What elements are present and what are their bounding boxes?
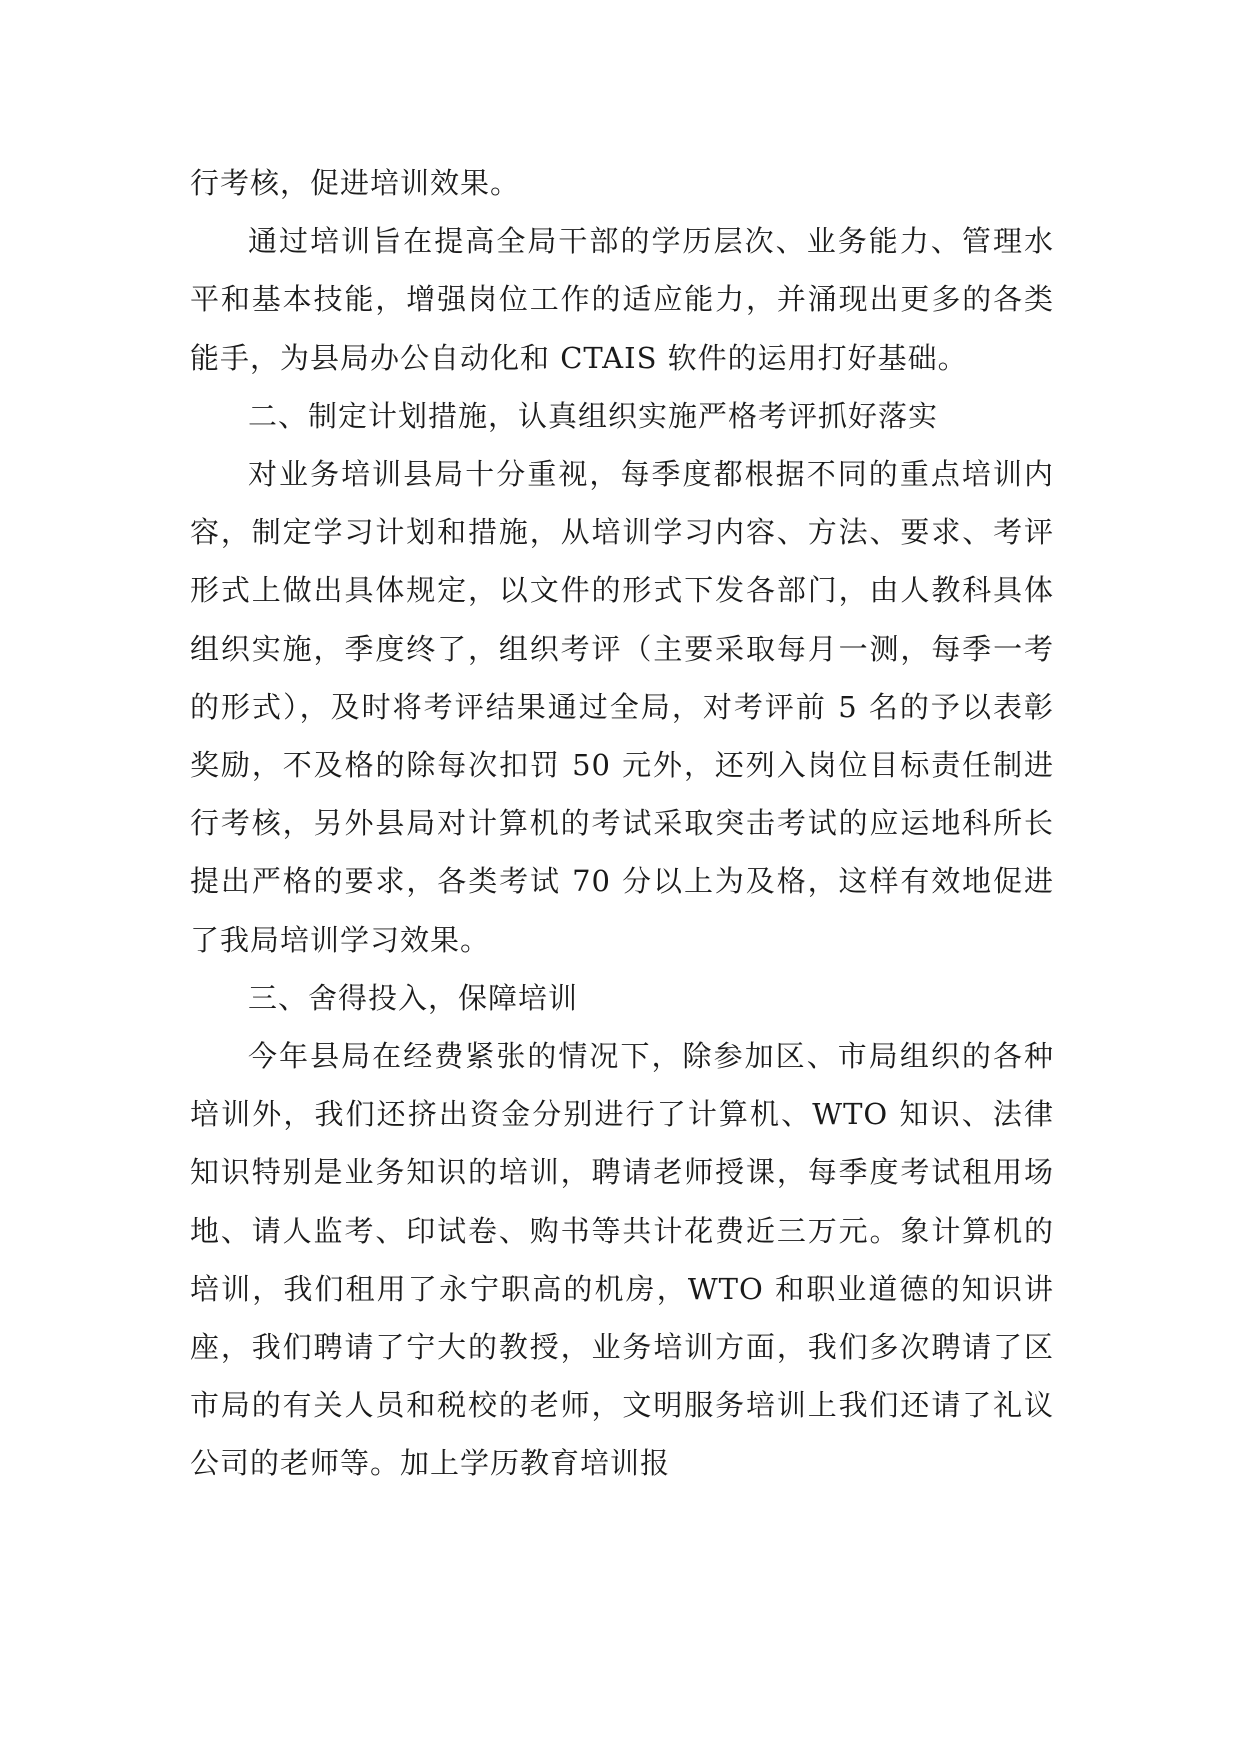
section-heading-plan: 二、制定计划措施，认真组织实施严格考评抓好落实 <box>248 398 939 433</box>
document-body <box>190 154 1054 1493</box>
paragraph-plan-measures: 对业务培训县局十分重视，每季度都根据不同的重点培训内容，制定学习计划和措施，从培训学习内容、方法、要求、考评形式上做出具体规定，以文件的形式下发各部门，由人教科具体组织实施，季度终了，组织考评（主要采取每月一测，每季一考的形式），及时将考评结果通过全局，对考评前 5 名的予以表彰奖励，不及格的除每次扣罚 50 元外，还列入岗位目标责任制进行考核，另外县局对计算机的考试采取突击考试的应运地科所长提出严格的要求，各类考试 70 分以上为及格，这样有效地促进了我局培训学习效果。 <box>190 457 1054 957</box>
paragraph-continuation: 行考核，促进培训效果。 <box>190 166 521 200</box>
paragraph-training-goals: 通过培训旨在提高全局干部的学历层次、业务能力、管理水平和基本技能，增强岗位工作的适应能力，并涌现出更多的各类能手，为县局办公自动化和 CTAIS 软件的运用打好基础。 <box>190 224 1054 375</box>
paragraph-investment: 今年县局在经费紧张的情况下，除参加区、市局组织的各种培训外，我们还挤出资金分别进行了计算机、WTO 知识、法律知识特别是业务知识的培训，聘请老师授课，每季度考试租用场地、请人监考、印试卷、购书等共计花费近三万元。象计算机的培训，我们租用了永宁职高的机房，WTO 和职业道德的知识讲座，我们聘请了宁大的教授，业务培训方面，我们多次聘请了区市局的有关人员和税校的老师，文明服务培训上我们还请了礼议公司的老师等。加上学历教育培训报 <box>190 1039 1054 1481</box>
section-heading-investment: 三、舍得投入，保障培训 <box>248 980 579 1015</box>
